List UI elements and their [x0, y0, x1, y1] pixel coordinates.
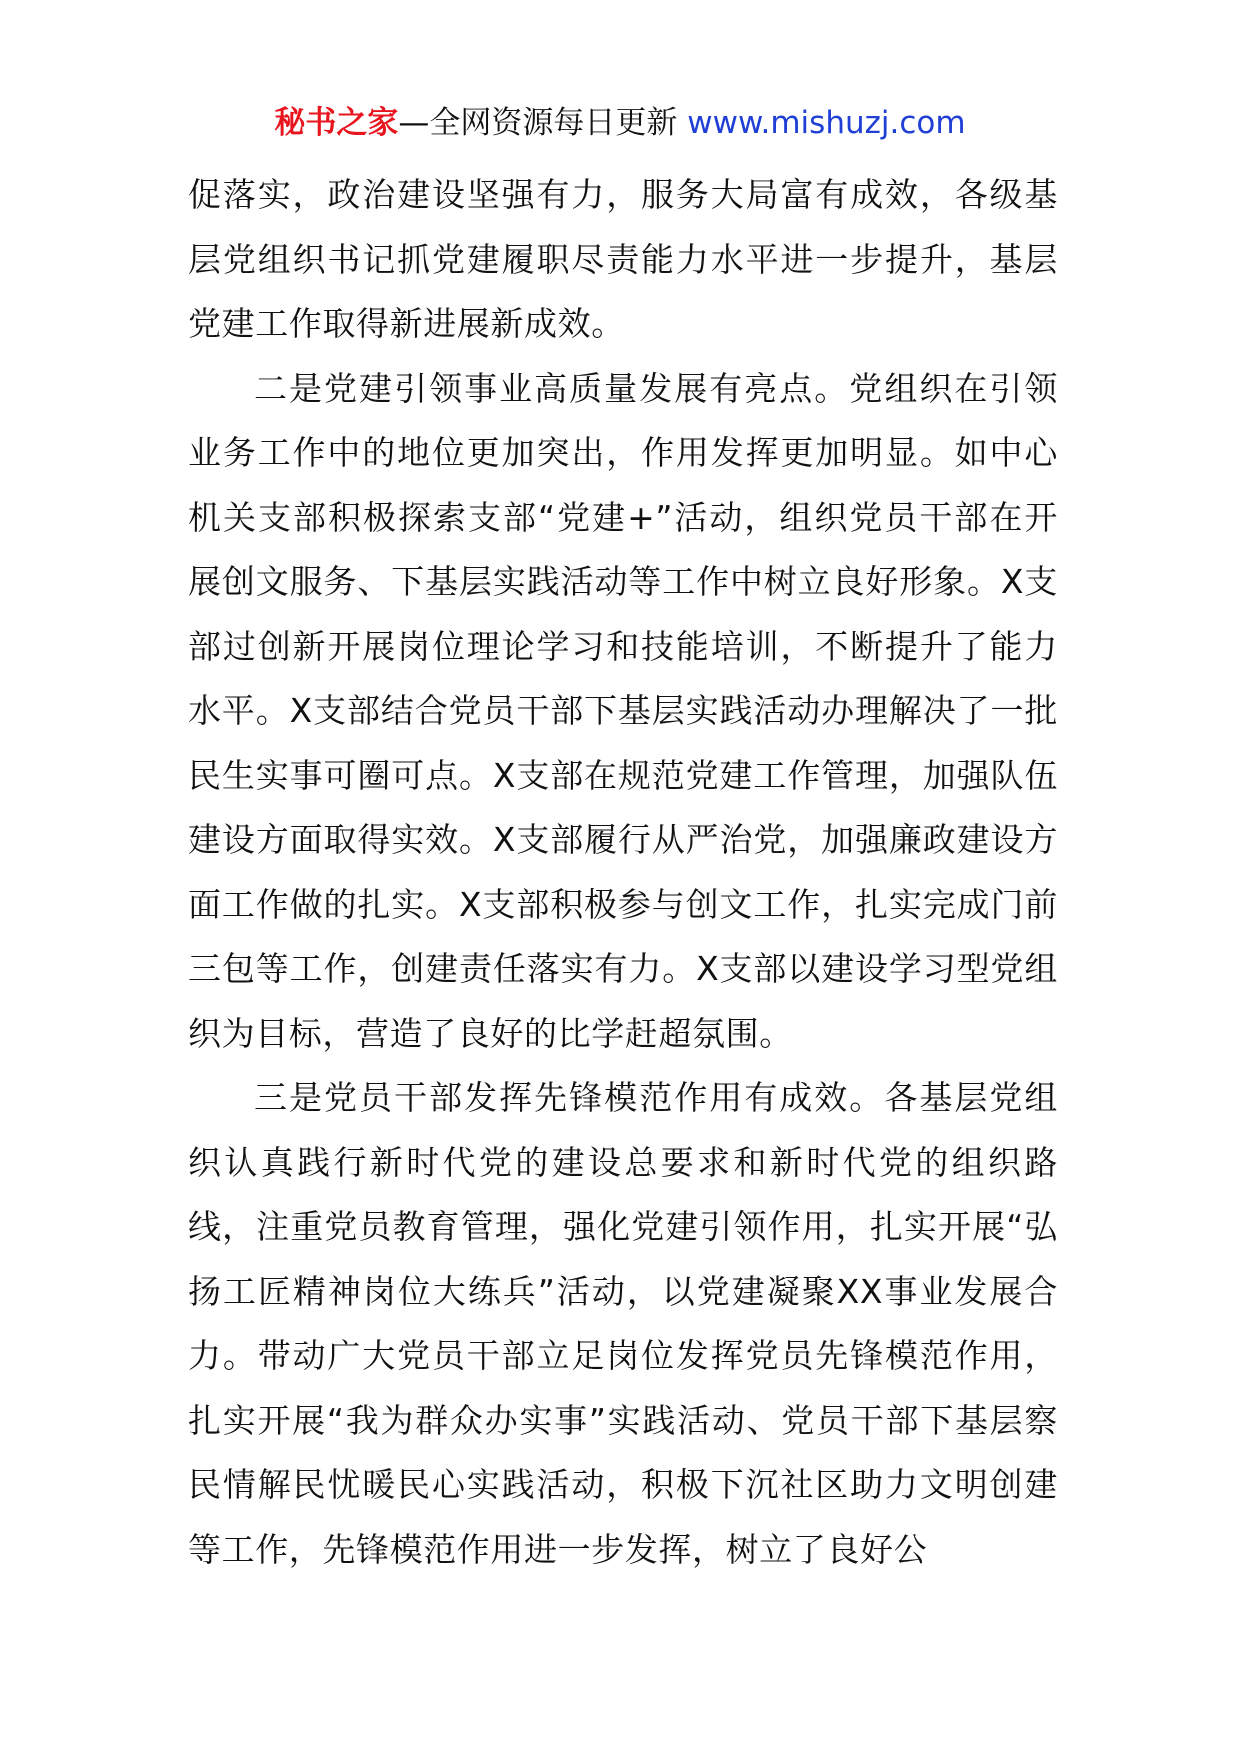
- site-url[interactable]: www.mishuzj.com: [687, 105, 966, 141]
- paragraph-point-three: 三是党员干部发挥先锋模范作用有成效。各基层党组织认真践行新时代党的建设总要求和新时代党的组织路线，注重党员教育管理，强化党建引领作用，扎实开展“弘扬工匠精神岗位大练兵”活动，以党建凝聚XX事业发展合力。带动广大党员干部立足岗位发挥党员先锋模范作用，扎实开展“我为群众办实事”实践活动、党员干部下基层察民情解民忧暖民心实践活动，积极下沉社区助力文明创建等工作，先锋模范作用进一步发挥，树立了良好公: [188, 1078, 1058, 1569]
- paragraph-continued: 促落实，政治建设坚强有力，服务大局富有成效，各级基层党组织书记抓党建履职尽责能力水平进一步提升，基层党建工作取得新进展新成效。: [188, 175, 1058, 343]
- document-body: [188, 163, 1058, 1582]
- site-brand: 秘书之家: [274, 105, 399, 141]
- paragraph-point-two: 二是党建引领事业高质量发展有亮点。党组织在引领业务工作中的地位更加突出，作用发挥更加明显。如中心机关支部积极探索支部“党建+”活动，组织党员干部在开展创文服务、下基层实践活动等工作中树立良好形象。X支部过创新开展岗位理论学习和技能培训，不断提升了能力水平。X支部结合党员干部下基层实践活动办理解决了一批民生实事可圈可点。X支部在规范党建工作管理，加强队伍建设方面取得实效。X支部履行从严治党，加强廉政建设方面工作做的扎实。X支部积极参与创文工作，扎实完成门前三包等工作，创建责任落实有力。X支部以建设学习型党组织为目标，营造了良好的比学赶超氛围。: [188, 368, 1058, 1053]
- site-tagline: —全网资源每日更新: [398, 105, 688, 141]
- page-header: [0, 101, 1240, 145]
